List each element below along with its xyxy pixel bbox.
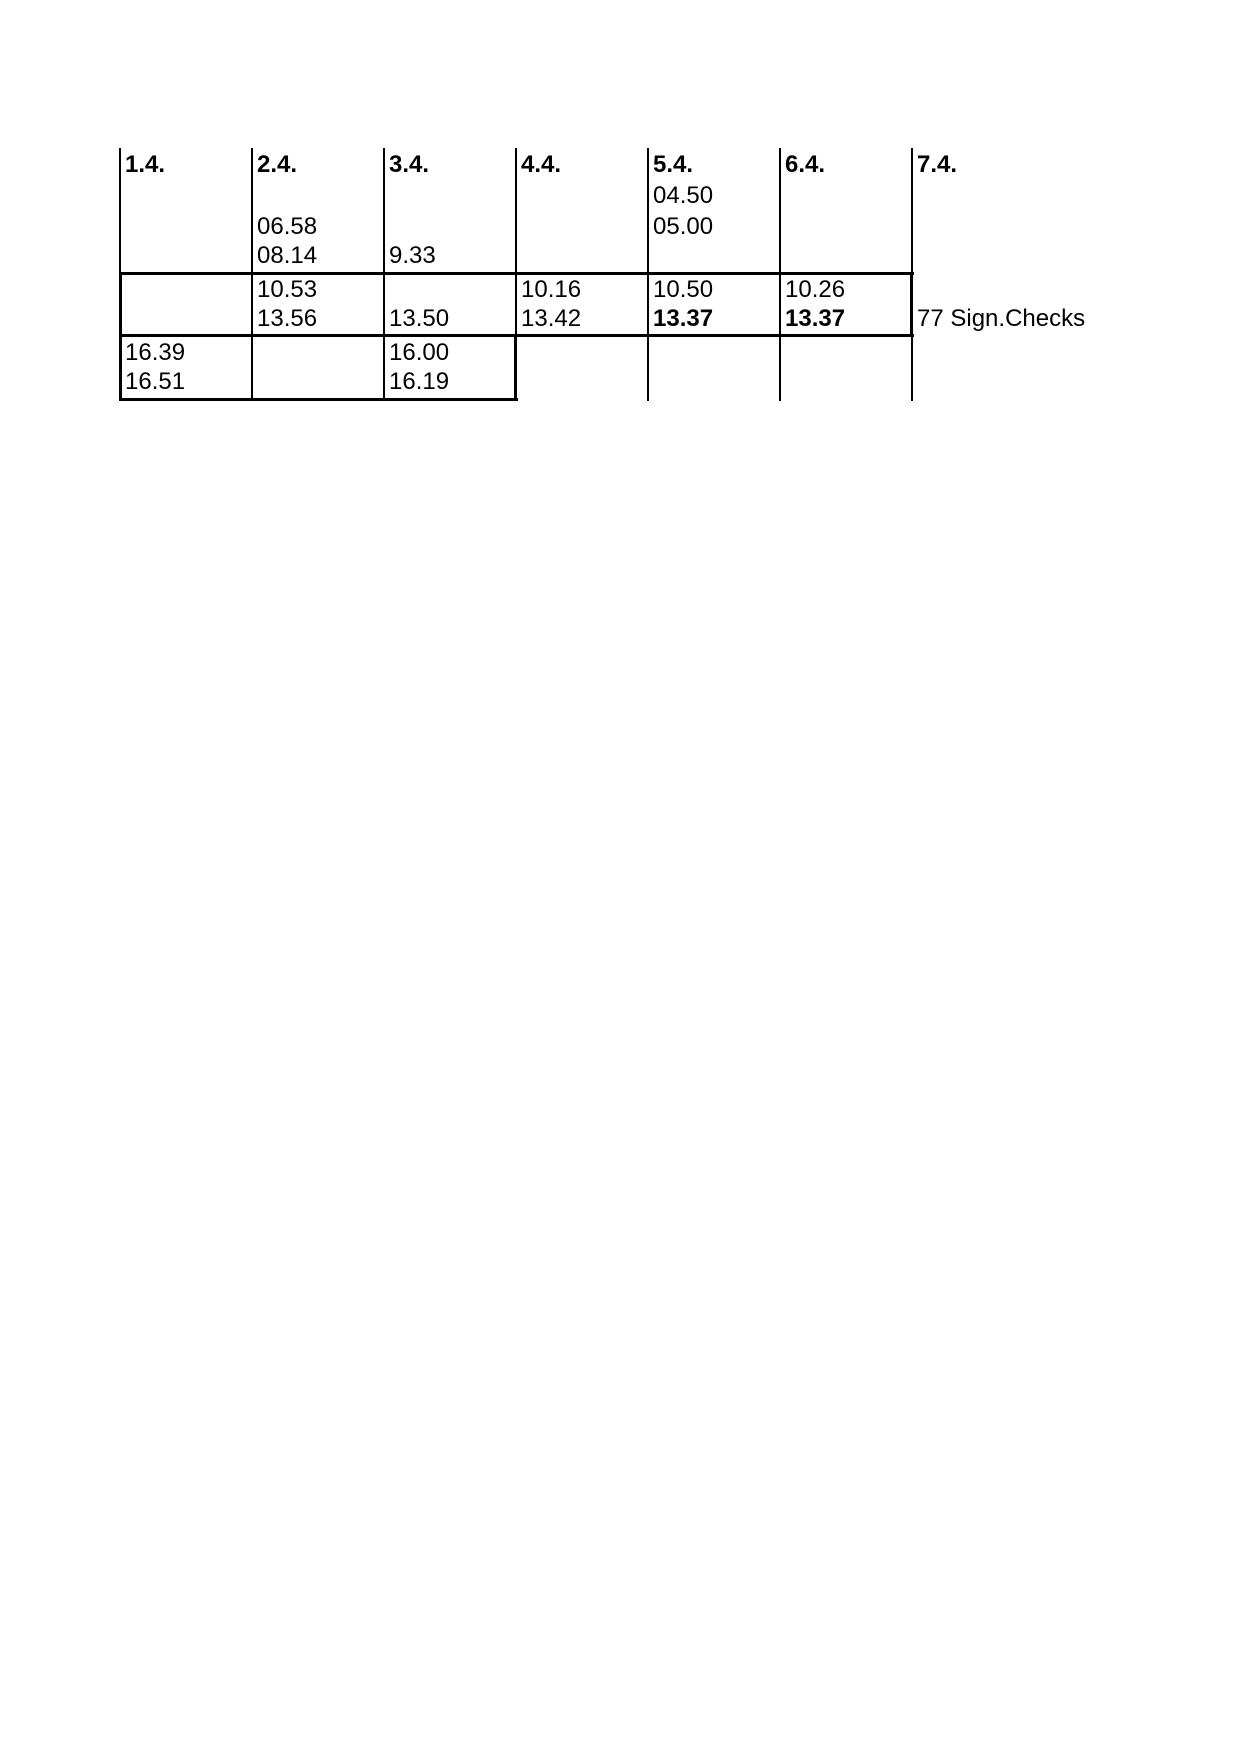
time-cell-highlight: 13.37 [785, 305, 846, 332]
time-cell: 10.53 [257, 276, 318, 303]
box-border-right [514, 334, 517, 401]
date-header: 6.4. [785, 151, 826, 178]
time-cell: 16.00 [389, 339, 450, 366]
time-cell: 10.50 [653, 276, 714, 303]
time-cell: 10.26 [785, 276, 846, 303]
time-cell: 9.33 [389, 242, 436, 269]
date-header: 7.4. [917, 151, 958, 178]
time-cell: 16.39 [125, 339, 186, 366]
box-border-bottom [119, 398, 518, 401]
date-header: 4.4. [521, 151, 562, 178]
time-cell: 08.14 [257, 242, 318, 269]
time-cell: 10.16 [521, 276, 582, 303]
date-header: 2.4. [257, 151, 298, 178]
box-border-left [119, 272, 122, 337]
time-cell: 05.00 [653, 213, 714, 240]
time-cell: 06.58 [257, 213, 318, 240]
box-border-top [119, 272, 914, 275]
box-border-left [119, 334, 122, 401]
date-header: 1.4. [125, 151, 166, 178]
time-cell: 16.51 [125, 368, 186, 395]
time-cell-highlight: 13.37 [653, 305, 714, 332]
time-cell: 13.42 [521, 305, 582, 332]
date-header: 5.4. [653, 151, 694, 178]
time-cell: 16.19 [389, 368, 450, 395]
date-header: 3.4. [389, 151, 430, 178]
time-cell: 04.50 [653, 182, 714, 209]
time-cell: 13.56 [257, 305, 318, 332]
box-border-right [910, 272, 913, 337]
time-cell: 13.50 [389, 305, 450, 332]
note-text: 77 Sign.Checks [917, 305, 1086, 332]
